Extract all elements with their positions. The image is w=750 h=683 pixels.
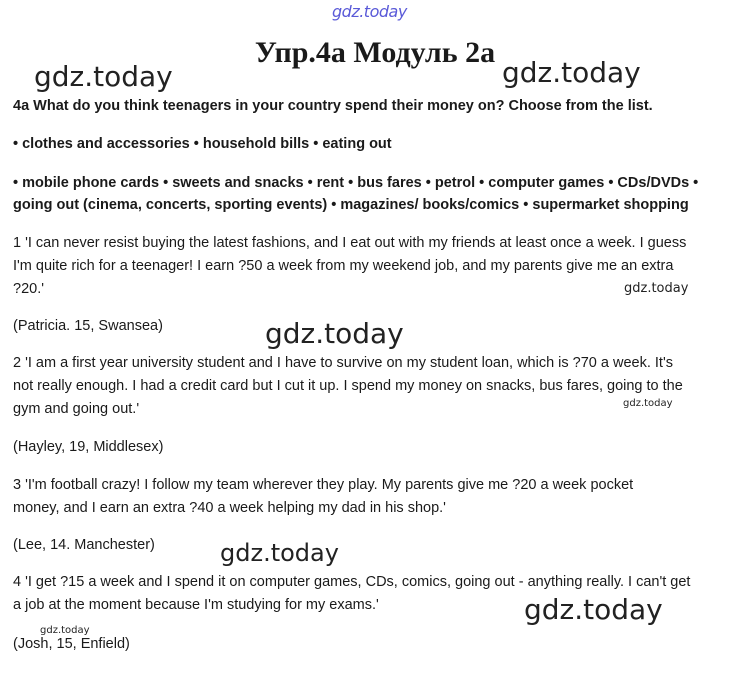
p2-line-2: not really enough. I had a credit card but I cut it up. I spend my money on snacks, bus fares, going to the: [13, 378, 683, 394]
p1-author: (Patricia. 15, Swansea): [13, 318, 163, 334]
p4-line-2: a job at the moment because I'm studying for my exams.': [13, 597, 379, 613]
p2-author: (Hayley, 19, Middlesex): [13, 439, 164, 455]
watermark-after-p1: gdz.today: [624, 281, 689, 296]
watermark-middle: gdz.today: [220, 539, 339, 567]
p2-line-3: gym and going out.': [13, 401, 140, 417]
watermark-center: gdz.today: [265, 317, 404, 350]
list-line-3: going out (cinema, concerts, sporting events) • magazines/ books/comics • supermarket shopping: [13, 197, 689, 213]
p1-line-3: ?20.': [13, 281, 44, 297]
watermark-after-p2: gdz.today: [623, 398, 673, 409]
p4-line-1: 4 'I get ?15 a week and I spend it on computer games, CDs, comics, going out - anything really. I can't get: [13, 574, 691, 590]
list-line-2: • mobile phone cards • sweets and snacks • rent • bus fares • petrol • computer games • CDs/DVDs •: [13, 175, 699, 191]
page-title: Упр.4а Модуль 2а: [254, 36, 496, 69]
watermark-right-title: gdz.today: [502, 56, 641, 89]
watermark-bottom-right: gdz.today: [524, 593, 663, 626]
watermark-left-title: gdz.today: [34, 60, 173, 93]
p1-line-2: I'm quite rich for a teenager! I earn ?50 a week from my weekend job, and my parents give me an extra: [13, 258, 674, 274]
p3-line-1: 3 'I'm football crazy! I follow my team wherever they play. My parents give me ?20 a week pocket: [13, 477, 634, 493]
p3-author: (Lee, 14. Manchester): [13, 537, 155, 553]
p2-line-1: 2 'I am a first year university student and I have to survive on my student loan, which is ?70 a week. It's: [13, 355, 673, 371]
p3-line-2: money, and I earn an extra ?40 a week helping my dad in his shop.': [13, 500, 446, 516]
watermark-bottom-left: gdz.today: [40, 625, 90, 636]
p1-line-1: 1 'I can never resist buying the latest fashions, and I eat out with my friends at least once a week. I guess: [13, 235, 687, 251]
p4-author: (Josh, 15, Enfield): [13, 636, 130, 652]
task-instruction: 4a What do you think teenagers in your country spend their money on? Choose from the list.: [13, 98, 653, 114]
list-line-1: • clothes and accessories • household bills • eating out: [13, 136, 392, 152]
watermark-top: gdz.today: [332, 2, 407, 21]
